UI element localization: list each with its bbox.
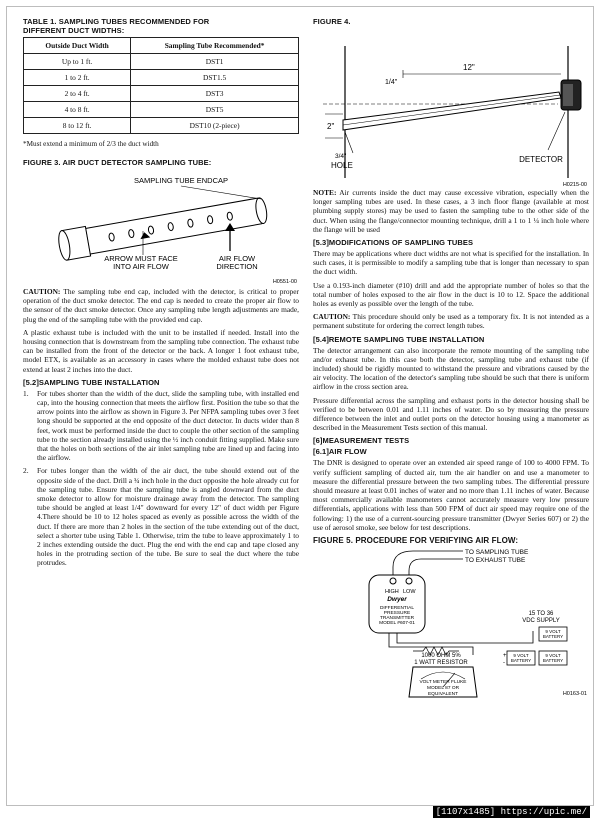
transmitter-label-1: DIFFERENTIAL	[379, 606, 415, 612]
meter-label-1: VOLT METER FLUKE	[419, 680, 467, 686]
caution-paragraph	[313, 312, 589, 330]
list-item	[23, 466, 299, 567]
figure5-code: H0163-01	[562, 691, 587, 698]
left-column	[23, 17, 299, 572]
section-6-title: [6]MEASUREMENT TESTS	[313, 436, 410, 446]
resistor-label-1: 1000 OHM 5%	[421, 653, 461, 660]
transmitter-label-4: MODEL #607-01	[379, 621, 415, 627]
battery-label-1: 9 VOLT	[513, 653, 529, 659]
caution-text: This procedure should only be used as a temporary fix. It is not intended as a permanent substitute for ordering the correct length tubes.	[313, 312, 589, 331]
table-header: Sampling Tube Recommended*	[131, 38, 299, 54]
detector-label: DETECTOR	[519, 155, 563, 164]
table-row	[24, 118, 299, 134]
note-paragraph	[313, 188, 589, 234]
sampling-tube-illustration	[23, 169, 299, 287]
battery-label-1: 9 VOLT	[545, 653, 561, 659]
battery-label-2: BATTERY	[510, 658, 532, 664]
section-5-4-title: [5.4]REMOTE SAMPLING TUBE INSTALLATION	[313, 334, 485, 344]
caution-paragraph	[23, 287, 299, 324]
table-cell: DST1	[131, 54, 299, 70]
table-cell: DST5	[131, 102, 299, 118]
figure3-title: FIGURE 3. AIR DUCT DETECTOR SAMPLING TUBE:	[23, 158, 212, 167]
high-port-label: HIGH	[385, 589, 399, 596]
section-6-1-title: [6.1]AIR FLOW	[313, 447, 367, 457]
list-item	[23, 389, 299, 463]
figure3	[23, 169, 299, 287]
right-column	[313, 17, 589, 699]
table-row	[24, 102, 299, 118]
battery-label-2: BATTERY	[542, 634, 564, 640]
table-cell: DST1.5	[131, 70, 299, 86]
sampling-tube-table	[23, 37, 299, 134]
section-5-4-paragraph: The detector arrangement can also incorporate the remote mounting of the sampling tube and/or exhaust tube. In this case both the detector, sampling tube and exhaust tube (if included) should be rigidly mounted to withstand the pressure and vibrations caused by the air velocity. The location of the detector's sampling tube should be such that there is uniform airflow in the cross section area.	[313, 345, 589, 392]
figure4	[313, 28, 589, 188]
dim-quarter-label: 1/4"	[385, 79, 398, 86]
figure4-title: FIGURE 4.	[313, 17, 351, 26]
caution-lead: CAUTION:	[313, 312, 351, 322]
table-cell: DST3	[131, 86, 299, 102]
meter-label-2: MODEL 87 OR	[426, 686, 460, 692]
table-footnote: *Must extend a minimum of 2/3 the duct width	[23, 140, 159, 148]
transmitter-label-3: TRANSMITTER	[379, 616, 415, 622]
caution-lead: CAUTION:	[23, 287, 61, 296]
section-5-2-title: [5.2]SAMPLING TUBE INSTALLATION	[23, 377, 160, 387]
caution-text: The sampling tube end cap, included with the detector, is critical to proper operation of the duct smoke detector. The end cap is needed to create the proper air flow to the sensor of the duct smoke detector. Once any sampling tube length adjustments are made, plug the end of the sampling tube with the provided end cap.	[23, 287, 299, 324]
table-cell: 2 to 4 ft.	[24, 86, 131, 102]
table-cell: 1 to 2 ft.	[24, 70, 131, 86]
table-header: Outside Duct Width	[24, 38, 131, 54]
supply-label-1: 15 TO 36	[528, 611, 554, 618]
exhaust-paragraph: A plastic exhaust tube is included with the unit to be installed if needed. Install into the housing connection that is downstream from the sampling tube connection. The exhaust tube can be installed from the front of the detector or the back. A longer 1 foot exhaust tube, model ETX, is available as an accessory in cases where the molded exhaust tube does not extend at least 2 inches into the duct.	[23, 327, 299, 374]
figure5	[313, 547, 589, 699]
table-cell: Up to 1 ft.	[24, 54, 131, 70]
list-number: 1.	[23, 388, 29, 398]
dwyer-logo-text: Dwyer	[387, 596, 407, 604]
battery-label-2: BATTERY	[542, 658, 564, 664]
table1-title: TABLE 1. SAMPLING TUBES RECOMMENDED FOR DIFFERENT DUCT WIDTHS:	[23, 17, 210, 35]
figure3-code: H0551-00	[272, 279, 297, 285]
arrow-label-line2: INTO AIR FLOW	[113, 262, 169, 271]
hole-label: HOLE	[331, 161, 353, 170]
tube-angle-illustration	[313, 28, 589, 188]
section-5-3-paragraph: There may be applications where duct widths are not what is specified for the installation. In such cases, it is permissible to modify a sampling tube that is longer than necessary to span the duct width.	[313, 249, 589, 277]
endcap-label: SAMPLING TUBE ENDCAP	[133, 176, 229, 185]
list-number: 2.	[23, 466, 29, 476]
battery-label-1: 9 VOLT	[545, 629, 561, 635]
table-cell: DST10 (2-piece)	[131, 118, 299, 134]
hole-size-label: 3/4"	[335, 153, 347, 160]
transmitter-label-2: PRESSURE	[383, 611, 411, 617]
to-exhaust-label: TO EXHAUST TUBE	[465, 557, 526, 565]
meter-label-3: EQUIVALENT	[427, 692, 459, 698]
minus-sign: -	[503, 660, 505, 667]
note-lead: NOTE:	[313, 188, 337, 197]
low-port-label: LOW	[403, 589, 416, 596]
manual-page	[6, 6, 594, 806]
list-text: For tubes longer than the width of the air duct, the tube should extend out of the opposite side of the duct. Drill a ¾ inch hole in the duct opposite the hole already cut for the sampling tube. Ensure that the sampling tube is angled downward from the duct smoke detector to allow for moisture drainage away from the detector. The sampling tube should be angled at least 1/4" downward for every 12" of duct width per Figure 4.There should be 10 to 12 holes spaced as evenly as possible across the width of the duct. If there are more than 2 holes in the section of the tube extending out of the duct, select a shorter tube using Table 1. Otherwise, trim the tube to leave approximately 1 to 2 inches extending outside the duct. Plug the end with the end cap and tape closed any holes in the protruding section of the tube. Be sure to seal the duct where the tube protrudes.	[37, 466, 299, 568]
table-row	[24, 54, 299, 70]
watermark: [1107x1485] https://upic.me/	[433, 806, 590, 818]
table-cell: 8 to 12 ft.	[24, 118, 131, 134]
section-6-1-paragraph: The DNR is designed to operate over an extended air speed range of 100 to 4000 FPM. To verify sufficient sampling of ducted air, turn the air handler on and use a manometer to measure the differential pressure between the two sampling tubes. The differential pressure should measure at least 0.01 inches of water and no more than 1.11 inches of water. Because most commercially available manometers cannot accurately measure very low pressure differentials, applications with less than 500 FPM of duct air speed may require one of the following: 1) the use of a current-sourcing pressure transmitter (Dwyer Series 607) or 2) the use of aerosol smoke, see below for test descriptions.	[313, 458, 589, 532]
section-5-3-title: [5.3]MODIFICATIONS OF SAMPLING TUBES	[313, 238, 474, 248]
list-text: For tubes shorter than the width of the duct, slide the sampling tube, with installed end cap, into the housing connection that meets the airflow first. Position the tube so that the arrow points into the airflow as shown in Figure 3. Per NFPA sampling tubes over 3 feet long should be supported at the end opposite of the duct detector. In ducts wider than 8 feet, work must be performed inside the duct to couple the other section of the sampling tube to the section already installed using the ½ inch conduit fitting supplied. Make sure that the holes on both sections of the air inlet sampling tube are lined up and facing into the airflow.	[37, 388, 299, 463]
airflow-label-line1: AIR FLOW	[218, 254, 256, 263]
dim-2-label: 2"	[327, 122, 335, 131]
airflow-label-line2: DIRECTION	[216, 262, 258, 271]
table-row	[24, 86, 299, 102]
arrow-label-line1: ARROW MUST FACE	[104, 254, 178, 263]
section-5-4-paragraph: Pressure differential across the sampling and exhaust ports in the detector housing shall be verified to be between 0.01 and 1.11 inches of water. Do so by measuring the pressure difference between the inlet and outlet ports on the detector housing using a manometer as described in the Measurement Tests section of this manual.	[313, 395, 589, 433]
note-text: Air currents inside the duct may cause excessive vibration, especially when the longer sampling tubes are used. In these cases, a 3 inch floor flange (available at most plumbing supply stores) may be used to fasten the sampling tube to the other side of the duct. When using the flange/connector mounting technique, drill a 1 to 1 ¼ inch hole where the flange will be used	[313, 188, 589, 234]
dim-12-label: 12"	[463, 63, 475, 72]
table-row	[24, 70, 299, 86]
section-5-3-paragraph: Use a 0.193-inch diameter (#10) drill and add the appropriate number of holes so that the total number of holes exposed to the air flow in the duct is 10 to 12. Space the additional holes as evenly as possible over the length of the tube.	[313, 280, 589, 309]
figure4-code: H0215-00	[562, 182, 587, 188]
supply-label-2: VDC SUPPLY	[522, 618, 560, 625]
resistor-label-2: 1 WATT RESISTOR	[414, 660, 468, 667]
figure5-title: FIGURE 5. PROCEDURE FOR VERIFYING AIR FLOW:	[313, 536, 519, 546]
airflow-test-diagram	[313, 547, 589, 699]
plus-sign: +	[503, 653, 507, 660]
table-cell: 4 to 8 ft.	[24, 102, 131, 118]
to-sampling-label: TO SAMPLING TUBE	[465, 549, 529, 557]
